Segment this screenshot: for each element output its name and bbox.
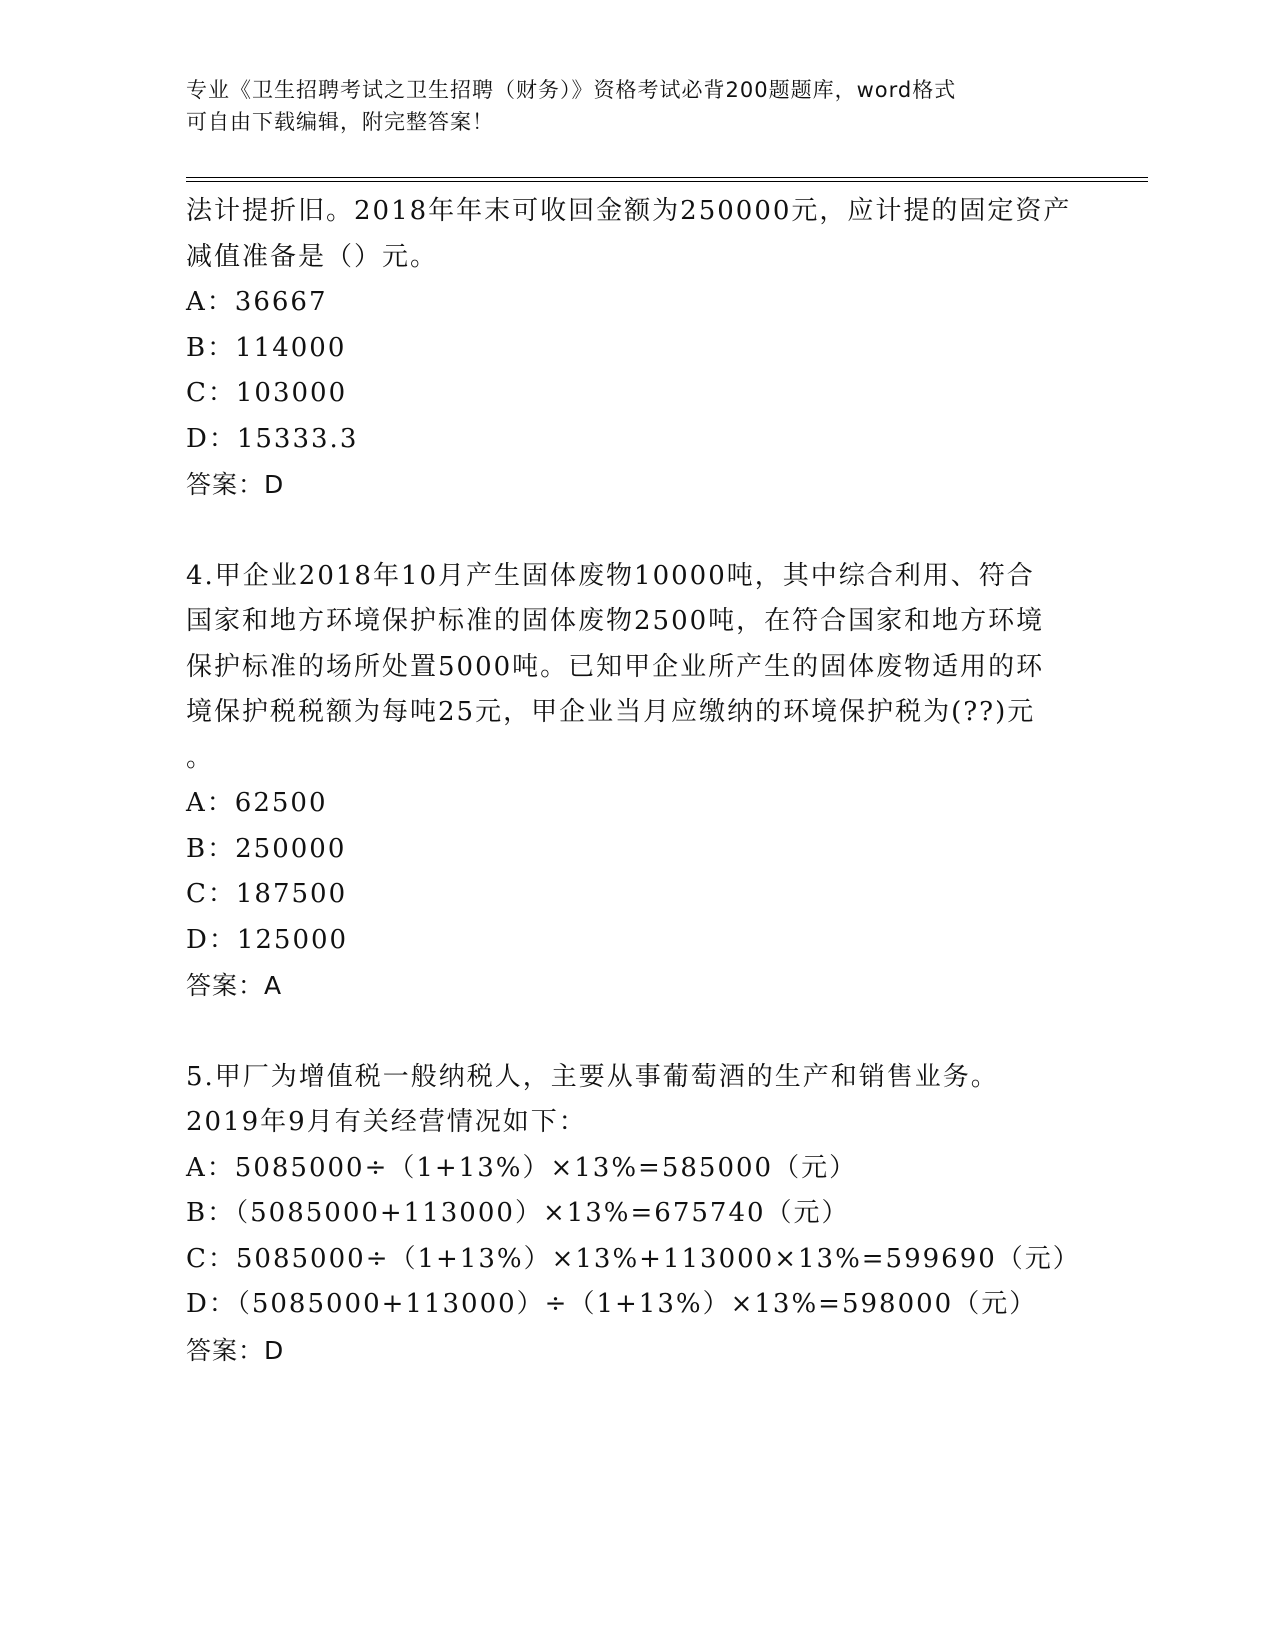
document-body: [186, 189, 1086, 1373]
option-b: B：250000: [186, 833, 347, 864]
question-stem-line: 2019年9月有关经营情况如下：: [186, 1107, 587, 1137]
question-stem-line: 5.甲厂为增值税一般纳税人，主要从事葡萄酒的生产和销售业务。: [186, 1061, 999, 1092]
option-b: B：（5085000+113000）×13%=675740（元）: [186, 1198, 850, 1228]
question-stem-line: 4.甲企业2018年10月产生固体废物10000吨，其中综合利用、符合: [186, 560, 1035, 591]
option-d: D：（5085000+113000）÷（1+13%）×13%=598000（元）: [186, 1289, 1038, 1319]
answer-label: 答案：D: [186, 1335, 285, 1365]
answer-label: 答案：A: [186, 971, 283, 1000]
question-5: [186, 1055, 1086, 1374]
document-header: [186, 74, 1066, 138]
option-a: A：5085000÷（1+13%）×13%=585000（元）: [186, 1152, 858, 1183]
question-stem-line: 保护标准的场所处置5000吨。已知甲企业所产生的固体废物适用的环: [186, 651, 1045, 682]
answer-label: 答案：D: [186, 470, 285, 499]
option-d: D：15333.3: [186, 423, 359, 454]
question-stem-line: 。: [186, 742, 215, 773]
header-divider-top: [186, 177, 1148, 178]
option-a: A：36667: [186, 287, 328, 317]
header-divider-bottom: [186, 181, 1148, 182]
header-title-line-1: 专业《卫生招聘考试之卫生招聘（财务）》资格考试必背200题题库，word格式: [186, 78, 957, 102]
option-c: C：5085000÷（1+13%）×13%+113000×13%=599690（元）: [186, 1243, 1081, 1274]
option-c: C：187500: [186, 879, 348, 909]
question-3: [186, 189, 1086, 508]
header-title-line-2: 可自由下载编辑，附完整答案！: [186, 110, 494, 134]
option-b: B：114000: [186, 332, 347, 363]
question-stem-line: 境保护税税额为每吨25元，甲企业当月应缴纳的环境保护税为(??)元: [186, 697, 1036, 727]
option-d: D：125000: [186, 924, 349, 955]
spacer: [186, 508, 1086, 554]
question-4: [186, 554, 1086, 1009]
spacer: [186, 1009, 1086, 1055]
option-c: C：103000: [186, 378, 348, 408]
question-stem-line: 国家和地方环境保护标准的固体废物2500吨，在符合国家和地方环境: [186, 606, 1045, 636]
question-stem-line: 法计提折旧。2018年年末可收回金额为250000元，应计提的固定资产: [186, 196, 1072, 226]
question-stem-line: 减值准备是（）元。: [186, 241, 439, 272]
option-a: A：62500: [186, 788, 328, 818]
